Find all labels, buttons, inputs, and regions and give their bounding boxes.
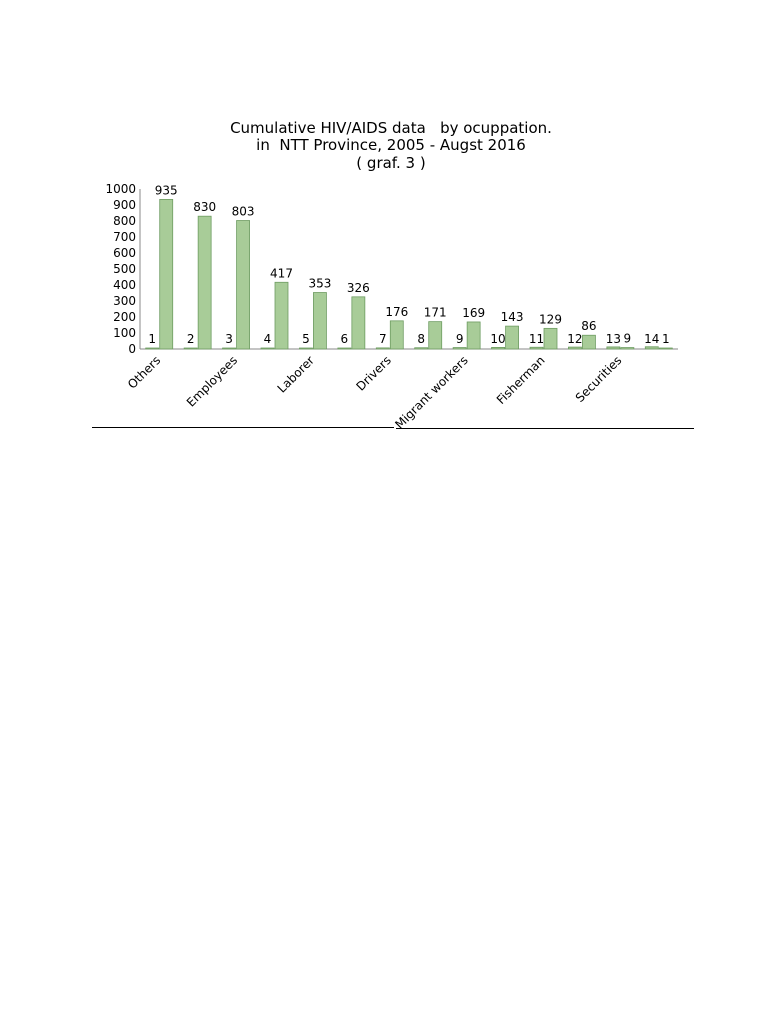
bar	[467, 322, 480, 349]
y-tick-label: 900	[113, 198, 136, 212]
chart-title-line: Cumulative HIV/AIDS data by ocuppation.	[230, 119, 552, 137]
bar	[299, 348, 312, 349]
x-tick-label: Fisherman	[493, 353, 548, 407]
bar	[338, 348, 351, 349]
chart-title-line: in NTT Province, 2005 - Augst 2016	[256, 136, 526, 154]
data-label: 1	[148, 332, 157, 346]
chart	[0, 0, 768, 440]
bar	[390, 321, 403, 349]
y-tick-label: 400	[113, 278, 136, 292]
bar	[198, 216, 211, 349]
data-label: 143	[500, 310, 524, 325]
bar	[160, 199, 173, 349]
bar	[530, 347, 543, 349]
data-label: 10	[490, 332, 506, 346]
bar	[352, 297, 365, 349]
y-tick-label: 1000	[105, 182, 136, 196]
bar	[376, 348, 389, 349]
bar	[237, 221, 250, 349]
data-label: 935	[154, 183, 178, 198]
data-label: 14	[644, 332, 660, 346]
data-label: 86	[581, 319, 597, 334]
bar	[415, 348, 428, 349]
bar-chart	[0, 0, 768, 440]
y-tick-label: 100	[113, 326, 136, 340]
data-label: 129	[539, 312, 562, 327]
data-label: 176	[385, 304, 409, 319]
y-tick-label: 0	[128, 342, 136, 356]
bar	[261, 348, 274, 349]
bar	[506, 326, 519, 349]
data-label: 1	[661, 332, 670, 346]
bar	[544, 328, 557, 349]
chart-title-line: ( graf. 3 )	[356, 154, 426, 172]
data-label: 12	[567, 332, 583, 346]
data-label: 3	[225, 332, 233, 346]
bar	[275, 282, 288, 349]
y-tick-label: 600	[113, 246, 136, 260]
data-label: 169	[462, 305, 486, 320]
data-label: 4	[263, 332, 272, 346]
data-label: 9	[623, 331, 632, 346]
bar	[146, 348, 159, 349]
bar	[645, 347, 658, 349]
x-tick-label: Drivers	[353, 353, 394, 394]
data-label: 9	[455, 332, 464, 346]
data-label: 171	[423, 305, 447, 320]
bar	[223, 348, 236, 349]
bar	[492, 347, 505, 349]
bar	[568, 347, 581, 349]
x-tick-label: Employees	[183, 353, 241, 410]
y-tick-label: 500	[113, 262, 136, 276]
data-label: 830	[193, 200, 217, 215]
data-label: 803	[231, 204, 255, 219]
bar	[429, 322, 442, 349]
data-label: 13	[605, 332, 621, 346]
bar	[659, 348, 672, 349]
data-label: 7	[378, 332, 387, 346]
x-tick-label: Laborer	[274, 353, 318, 396]
data-label: 6	[340, 332, 349, 346]
bar	[582, 335, 595, 349]
x-tick-label: Migrant workers	[392, 353, 471, 432]
data-label: 2	[186, 332, 195, 346]
data-label: 417	[270, 266, 293, 281]
bar	[607, 347, 620, 349]
bar	[453, 348, 466, 349]
data-label: 8	[417, 332, 426, 346]
data-label: 326	[346, 280, 370, 295]
x-tick-label: Others	[124, 353, 164, 392]
divider-line-left	[92, 427, 394, 428]
bar	[184, 348, 197, 349]
bar	[313, 293, 326, 349]
y-tick-label: 700	[113, 230, 136, 244]
x-tick-label: Securities	[572, 353, 625, 405]
y-tick-label: 200	[113, 310, 136, 324]
divider-line-right	[396, 428, 694, 429]
bar	[621, 348, 634, 349]
data-label: 353	[308, 276, 332, 291]
y-tick-label: 300	[113, 294, 136, 308]
data-label: 11	[528, 332, 545, 346]
y-tick-label: 800	[113, 214, 136, 228]
data-label: 5	[302, 332, 310, 346]
